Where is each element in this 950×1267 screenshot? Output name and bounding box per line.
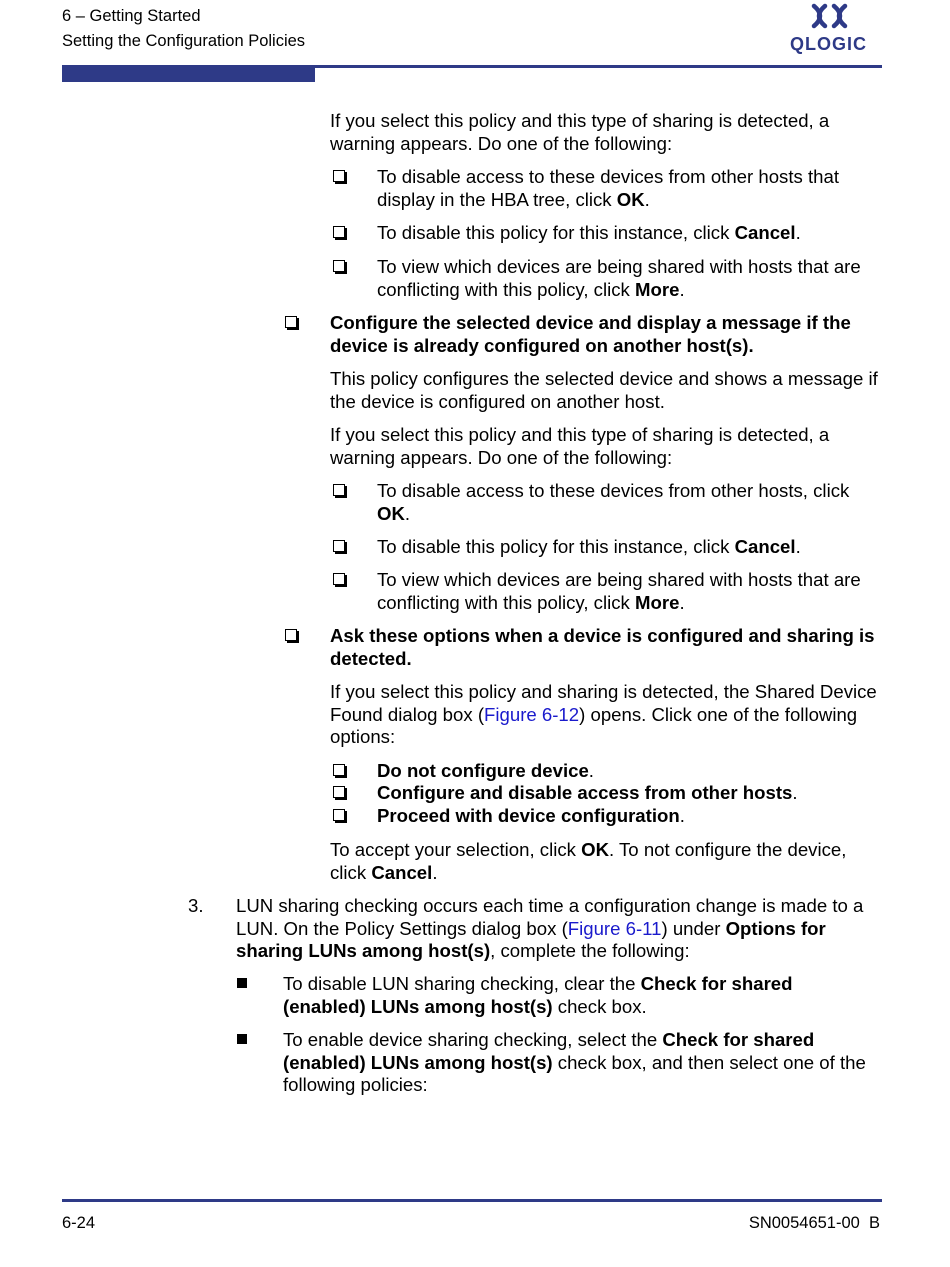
list-item: To view which devices are being shared with hosts that are conflicting with this policy, click More. xyxy=(377,569,861,613)
checkbox-bullet-icon xyxy=(333,260,345,272)
footer-doc-id: SN0054651-00 B xyxy=(748,1214,880,1232)
checkbox-bullet-icon xyxy=(333,170,345,182)
logo-text: QLOGIC xyxy=(790,34,867,54)
footer-rule xyxy=(62,1199,882,1202)
figure-link[interactable]: Figure 6-11 xyxy=(567,917,662,939)
list-item: To view which devices are being shared with hosts that are conflicting with this policy, click More. xyxy=(377,256,861,300)
checkbox-bullet-icon xyxy=(333,764,345,776)
header-chapter: 6 – Getting Started xyxy=(62,7,201,25)
checkbox-bullet-icon xyxy=(333,786,345,798)
step-text: LUN sharing checking occurs each time a configuration change is made to a LUN. On the Policy Settings dialog box (Figure 6-11) under Options for sharing LUNs among host(s), complete the following: xyxy=(236,895,864,962)
footer-page-number: 6-24 xyxy=(62,1214,96,1232)
paragraph: If you select this policy and sharing is detected, the Shared Device Found dialog box (Figure 6-12) opens. Click one of the following options: xyxy=(330,681,877,748)
list-item: Configure and disable access from other hosts. xyxy=(377,782,798,803)
policy-heading: Configure the selected device and display a message if the device is already configured on another host(s). xyxy=(330,312,851,356)
checkbox-bullet-icon xyxy=(285,316,297,328)
square-bullet-icon xyxy=(237,978,247,988)
list-item: To disable LUN sharing checking, clear the Check for shared (enabled) LUNs among host(s) check box. xyxy=(283,973,793,1017)
step-number: 3. xyxy=(188,895,204,916)
square-bullet-icon xyxy=(237,1034,247,1044)
figure-link[interactable]: Figure 6-12 xyxy=(484,703,580,725)
checkbox-bullet-icon xyxy=(333,540,345,552)
checkbox-bullet-icon xyxy=(333,226,345,238)
list-item: To disable access to these devices from other hosts, click OK. xyxy=(377,480,850,524)
list-item: To disable this policy for this instance, click Cancel. xyxy=(377,222,801,243)
checkbox-bullet-icon xyxy=(333,573,345,585)
checkbox-bullet-icon xyxy=(333,809,345,821)
policy-heading: Ask these options when a device is configured and sharing is detected. xyxy=(330,625,875,669)
list-item: Do not configure device. xyxy=(377,760,594,781)
paragraph: This policy configures the selected device and shows a message if the device is configured on another host. xyxy=(330,368,878,412)
header-tab-bar xyxy=(62,68,315,82)
paragraph: To accept your selection, click OK. To not configure the device, click Cancel. xyxy=(330,839,847,883)
checkbox-bullet-icon xyxy=(285,629,297,641)
header-section: Setting the Configuration Policies xyxy=(62,32,306,50)
list-item: To enable device sharing checking, select the Check for shared (enabled) LUNs among host(s) check box, and then select one of the following policies: xyxy=(283,1029,866,1096)
list-item: To disable this policy for this instance, click Cancel. xyxy=(377,536,801,557)
list-item: To disable access to these devices from other hosts that display in the HBA tree, click OK. xyxy=(377,166,839,210)
checkbox-bullet-icon xyxy=(333,484,345,496)
qlogic-logo xyxy=(786,2,880,58)
list-item: Proceed with device configuration. xyxy=(377,805,685,826)
paragraph: If you select this policy and this type of sharing is detected, a warning appears. Do one of the following: xyxy=(330,110,830,154)
paragraph: If you select this policy and this type of sharing is detected, a warning appears. Do one of the following: xyxy=(330,424,830,468)
